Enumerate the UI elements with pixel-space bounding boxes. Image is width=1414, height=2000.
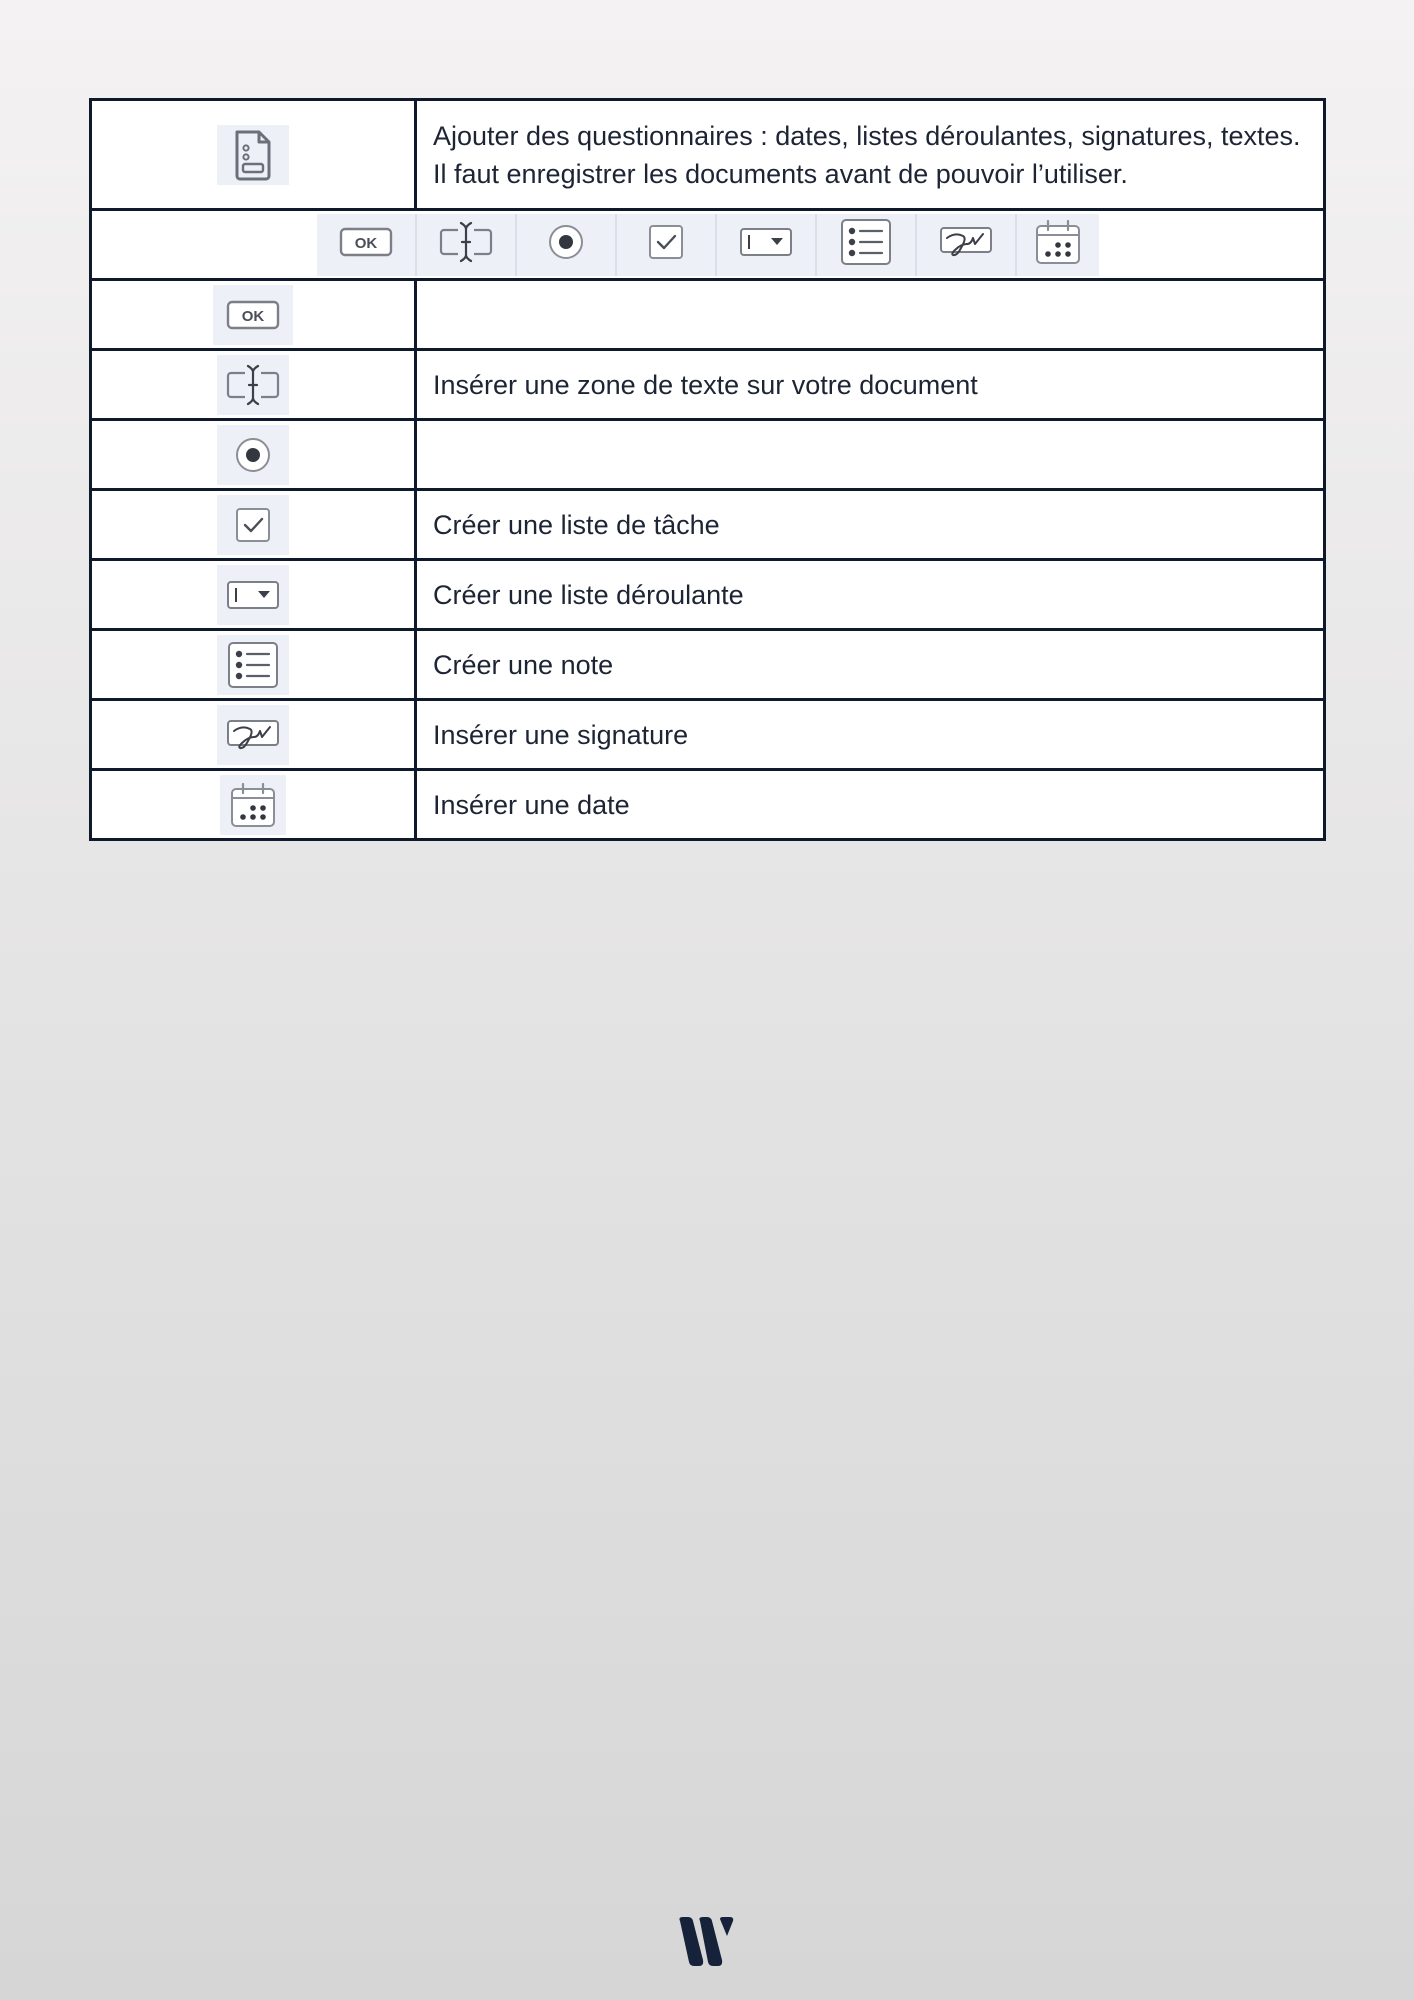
icon-cell xyxy=(91,490,416,560)
icon-cell xyxy=(91,770,416,840)
dropdown-icon xyxy=(739,227,793,262)
table-row xyxy=(91,350,1325,420)
toolbar-row xyxy=(91,210,1325,280)
form-tools-table xyxy=(89,98,1326,841)
radio-button-icon xyxy=(217,425,289,485)
icon-cell xyxy=(91,350,416,420)
description-cell: Ajouter des questionnaires : dates, listes déroulantes, signatures, textes. Il faut enregistrer les documents avant de pouvoir l’utiliser. xyxy=(416,100,1325,210)
description-cell: Créer une note xyxy=(416,630,1325,700)
calendar-icon xyxy=(220,775,286,835)
icon-cell xyxy=(91,630,416,700)
dropdown-icon xyxy=(217,565,289,625)
w-logo-icon xyxy=(676,1916,736,1973)
toolbar-signature-tool[interactable] xyxy=(917,214,1017,276)
list-icon xyxy=(840,218,892,271)
description-cell: Insérer une zone de texte sur votre document xyxy=(416,350,1325,420)
ok-label: OK xyxy=(354,235,377,252)
list-icon xyxy=(217,635,289,695)
ok-button-icon xyxy=(339,227,393,262)
radio-button-icon xyxy=(547,223,585,266)
table-row xyxy=(91,490,1325,560)
ok-label: OK xyxy=(241,307,265,325)
table-row xyxy=(91,100,1325,210)
toolbar-cell xyxy=(91,210,1325,280)
table-row xyxy=(91,700,1325,770)
form-toolbar xyxy=(317,214,1099,276)
table-row xyxy=(91,770,1325,840)
icon-cell xyxy=(91,700,416,770)
icon-cell xyxy=(91,420,416,490)
ok-button-icon xyxy=(213,285,293,345)
description-cell xyxy=(416,280,1325,350)
toolbar-checkbox-tool[interactable] xyxy=(617,214,717,276)
icon-cell xyxy=(91,100,416,210)
toolbar-calendar-tool[interactable] xyxy=(1017,214,1099,276)
description-cell: Créer une liste de tâche xyxy=(416,490,1325,560)
checkbox-icon xyxy=(648,224,684,265)
calendar-icon xyxy=(1034,218,1082,271)
checkbox-icon xyxy=(217,495,289,555)
toolbar-list-tool[interactable] xyxy=(817,214,917,276)
form-file-icon xyxy=(217,125,289,185)
text-field-icon xyxy=(217,355,289,415)
text-field-icon xyxy=(438,219,494,270)
table-row xyxy=(91,280,1325,350)
table-row xyxy=(91,560,1325,630)
signature-icon xyxy=(217,705,289,765)
signature-icon xyxy=(939,224,993,265)
icon-cell xyxy=(91,280,416,350)
description-cell: Insérer une signature xyxy=(416,700,1325,770)
description-cell: Créer une liste déroulante xyxy=(416,560,1325,630)
description-cell xyxy=(416,420,1325,490)
toolbar-ok-tool[interactable] xyxy=(317,214,417,276)
toolbar-dropdown-tool[interactable] xyxy=(717,214,817,276)
toolbar-text-tool[interactable] xyxy=(417,214,517,276)
table-row xyxy=(91,420,1325,490)
toolbar-radio-tool[interactable] xyxy=(517,214,617,276)
table-row xyxy=(91,630,1325,700)
description-cell: Insérer une date xyxy=(416,770,1325,840)
icon-cell xyxy=(91,560,416,630)
